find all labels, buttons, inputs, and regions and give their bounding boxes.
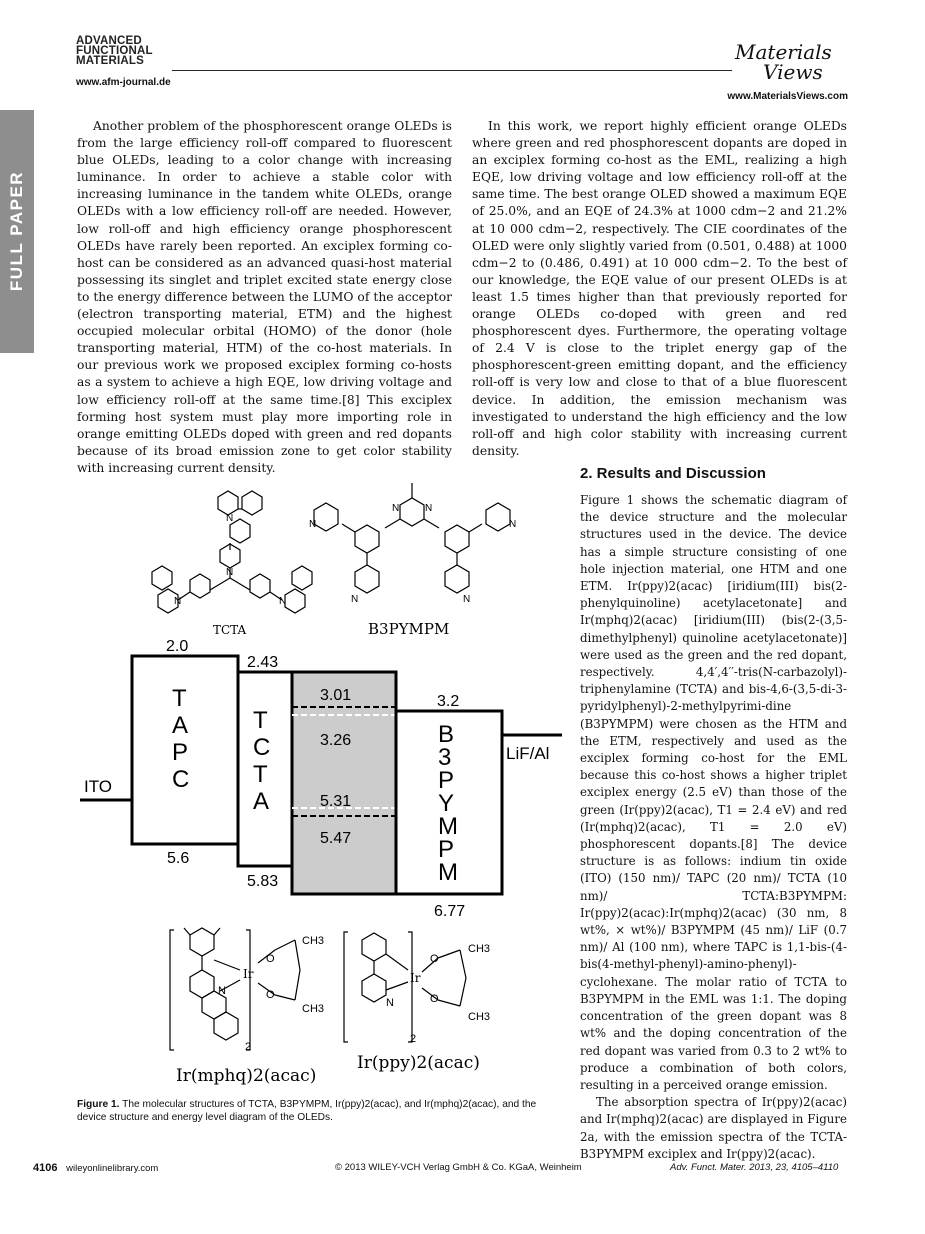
ir-mphq-acac-molecule (170, 928, 300, 1050)
b3pympm-atoms (309, 503, 516, 605)
footer-copyright: © 2013 WILEY-VCH Verlag GmbH & Co. KGaA, Weinheim (335, 1162, 582, 1173)
ir-ppy-acac-molecule (344, 932, 466, 1042)
tapc-letter: A (172, 712, 189, 739)
atom-n: N (351, 594, 359, 605)
methyl-group: CH3 (302, 935, 325, 947)
publisher-logo-line1: Materials (735, 40, 832, 64)
methyl-group: CH3 (468, 1011, 491, 1023)
b3pympm-homo-value: 6.77 (434, 903, 466, 920)
tcta-homo-value: 5.83 (247, 873, 279, 890)
b3pympm-letter: P (438, 836, 455, 863)
publisher-logo (735, 42, 832, 82)
eml-layer (292, 672, 396, 894)
caption-text: The molecular structures of TCTA, B3PYMPM, Ir(ppy)2(acac), and Ir(mphq)2(acac), and the device structure and energy level diagram of the OLEDs. (77, 1099, 537, 1123)
b3pympm-letter: M (438, 813, 458, 840)
tapc-homo-value: 5.6 (167, 850, 190, 867)
atom-n: N (463, 594, 471, 605)
tcta-letter: C (253, 734, 271, 761)
article-type-label: FULL PAPER (7, 170, 26, 292)
figure-1-caption (77, 1098, 557, 1124)
tcta-letter: T (253, 707, 268, 734)
tcta-letter: T (253, 761, 268, 788)
caption-label: Figure 1. (77, 1099, 120, 1110)
footer-site[interactable]: wileyonlinelibrary.com (66, 1163, 159, 1174)
eml-value: 3.01 (320, 687, 352, 704)
energy-diagram (80, 638, 562, 920)
b3pympm-letter: M (438, 859, 458, 886)
publisher-logo-line2: Views (763, 60, 823, 84)
atom-o: O (430, 993, 439, 1005)
atom-n: N (279, 596, 287, 607)
subscript: 2 (245, 1041, 252, 1053)
tapc-lumo-value: 2.0 (166, 638, 189, 655)
tcta-molecule-label: TCTA (213, 623, 247, 637)
atom-o: O (266, 953, 275, 965)
journal-logo (76, 36, 153, 66)
ir-ppy-atoms (386, 943, 490, 1045)
eml-value: 5.31 (320, 793, 352, 810)
ito-label: ITO (84, 777, 113, 796)
tapc-letter: C (172, 766, 190, 793)
journal-logo-line3: MATERIALS (76, 55, 145, 67)
methyl-group: CH3 (468, 943, 491, 955)
atom-n: N (392, 503, 400, 514)
article-type-tab (0, 110, 34, 353)
b3pympm-molecule-label: B3PYMPM (368, 620, 450, 638)
eml-value: 3.26 (320, 732, 352, 749)
subscript: 2 (410, 1033, 417, 1045)
journal-logo-line2: FUNCTIONAL (76, 45, 153, 57)
b3pympm-letter: P (438, 767, 455, 794)
tapc-letter: T (172, 685, 187, 712)
journal-url[interactable]: www.afm-journal.de (76, 77, 171, 88)
tapc-letter: P (172, 739, 189, 766)
paragraph: Another problem of the phosphorescent orange OLEDs is from the large efficiency roll-off compared to fluorescent blue OLEDs, leading to a color change with increasing luminance. In order to achieve a stable color with increasing luminance in the tandem white OLEDs, orange OLEDs with a low efficiency roll-off are needed. However, low roll-off and high efficiency orange phosphorescent OLEDs have rarely been reported. An exciplex forming co-host can be considered as an advanced quasi-host material possessing its singlet and triplet excited state energy close to the energy difference between the LUMO of the acceptor (electron transporting material, ETM) and the highest occupied molecular orbital (HOMO) of the donor (hole transporting material, HTM) of the co-host materials. In our previous work we proposed exciplex forming co-hosts as a system to achieve a high EQE, low driving voltage and low efficiency roll-off at the same time.[8] This exciplex forming host system must play more importing role in orange emitting OLEDs doped with green and red dopants because of its broad emission zone to get color stability with increasing current density. (77, 119, 452, 475)
tcta-lumo-value: 2.43 (247, 654, 279, 671)
atom-n: N (509, 519, 517, 530)
atom-o: O (430, 953, 439, 965)
atom-n: N (386, 997, 394, 1009)
atom-n: N (174, 596, 182, 607)
section-heading: 2. Results and Discussion (580, 465, 766, 482)
footer-left (33, 1162, 158, 1174)
paragraph: The absorption spectra of Ir(ppy)2(acac) and Ir(mphq)2(acac) are displayed in Figure 2a, with the emission spectra of the TCTA-B3PYMPM exciplex and Ir(ppy)2(acac). (580, 1095, 847, 1161)
atom-n: N (425, 503, 433, 514)
body-column-results (580, 492, 847, 1163)
b3pympm-letter: 3 (438, 744, 452, 771)
ir-mphq-acac-label: Ir(mphq)2(acac) (176, 1066, 317, 1086)
footer-citation: Adv. Funct. Mater. 2013, 23, 4105–4110 (670, 1162, 839, 1173)
page-number: 4106 (33, 1162, 58, 1174)
eml-value: 5.47 (320, 830, 352, 847)
lif-al-label: LiF/Al (506, 744, 550, 763)
header-rule (172, 70, 732, 71)
atom-n: N (218, 985, 226, 997)
figure-1 (70, 450, 565, 1100)
paragraph: Figure 1 shows the schematic diagram of the device structure and the molecular structures used in the device. The device has a simple structure consisting of one hole injection material, one HTM and one ETM. Ir(ppy)2(acac) [iridium(III) bis(2-phenylquinoline) acetylacetonate] and Ir(mphq)2(acac) [iridium(III) (bis(2-(3,5-dimethylphenyl) quinoline acetylacetonate)] were used as the green and the red dopant, respectively. 4,4′,4′′-tris(N-carbazolyl)-triphenylamine (TCTA) and bis-4,6-(3,5-di-3-pyridylphenyl)-2-methylpyrimi-dine (B3PYMPM) were chosen as the HTM and the ETM, respectively and used as the exciplex forming co-host for the EML because this co-host shows a higher triplet exciplex energy (2.5 eV) than those of the green (Ir(ppy)2(acac), T1 = 2.4 eV) and red (Ir(mphq)2(acac), T1 = 2.0 eV) phosphorescent dopants.[8] The device structure is as follows: indium tin oxide (ITO) (150 nm)/ TAPC (20 nm)/ TCTA (10 nm)/ TCTA:B3PYMPM: Ir(ppy)2(acac):Ir(mphq)2(acac) (30 nm, 8 wt%, × wt%)/ B3PYMPM (45 nm)/ LiF (0.7 nm)/ Al (100 nm), where TAPC is 1,1-bis-(4-bis(4-methyl-phenyl)-amino-phenyl)-cyclohexane. The molar ratio of TCTA to B3PYMPM in the EML was 1:1. The doping concentration of the green dopant was 8 wt% and the doping concentration of the red dopant was varied from 0.3 to 2 wt% to produce a combination of both colors, resulting in a perceived orange emission. (580, 493, 847, 1092)
atom-o: O (266, 989, 275, 1001)
journal-logo-line1: ADVANCED (76, 35, 142, 47)
publisher-url[interactable]: www.MaterialsViews.com (727, 91, 848, 102)
atom-ir: Ir (243, 967, 254, 981)
b3pympm-letter: B (438, 721, 455, 748)
body-column-left (77, 118, 452, 477)
tcta-molecule (152, 491, 312, 613)
b3pympm-letter: Y (438, 790, 455, 817)
ir-ppy-acac-label: Ir(ppy)2(acac) (357, 1053, 480, 1073)
b3pympm-molecule (314, 483, 510, 593)
methyl-group: CH3 (302, 1003, 325, 1015)
atom-n: N (226, 513, 234, 524)
atom-ir: Ir (410, 971, 421, 985)
atom-n: N (309, 519, 317, 530)
tcta-letter: A (253, 788, 270, 815)
body-column-right (472, 118, 847, 460)
figure-1-diagram (70, 450, 565, 1100)
b3pympm-lumo-value: 3.2 (437, 693, 460, 710)
paragraph: In this work, we report highly efficient orange OLEDs where green and red phosphorescent dopants are doped in an exciplex forming co-host as the EML, realizing a high EQE, low driving voltage and low efficiency roll-off at the same time. The best orange OLED showed a maximum EQE of 25.0%, and an EQE of 24.3% at 1000 cdm−2 and 21.2% at 10 000 cdm−2, respectively. The CIE coordinates of the OLED were only slightly varied from (0.501, 0.488) at 1000 cdm−2 to (0.486, 0.491) at 10 000 cdm−2. To the best of our knowledge, the EQE value of our present OLEDs is at least 1.5 times higher than that previously reported for orange OLEDs co-doped with green and red phosphorescent dyes. Furthermore, the operating voltage of 2.4 V is close to the triplet energy gap of the phosphorescent-green emitting dopant, and the efficiency roll-off is very low and close to that of a blue fluorescent device. In addition, the emission mechanism was investigated to understand the high efficiency and the low roll-off and high color stability with increasing current density. (472, 119, 847, 458)
atom-n: N (226, 567, 234, 578)
